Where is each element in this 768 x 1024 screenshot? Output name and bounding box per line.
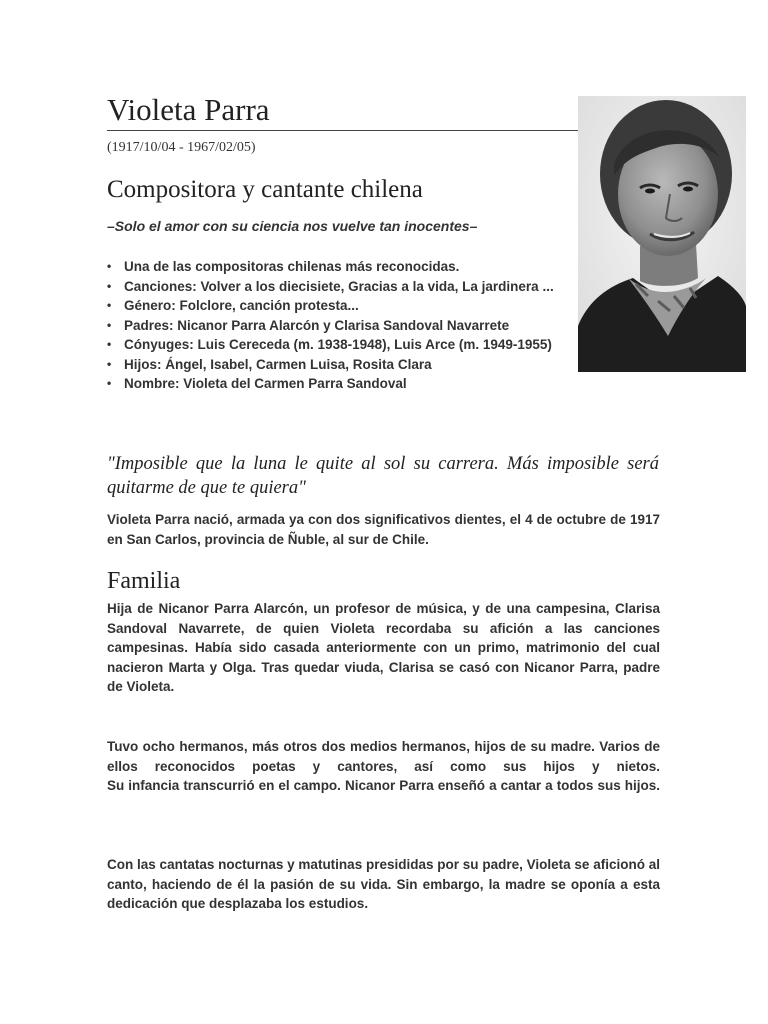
- family-paragraph: [107, 737, 660, 796]
- family-paragraph: Con las cantatas nocturnas y matutinas presididas por su padre, Violeta se aficionó al canto, haciendo de él la pasión de su vida. Sin embargo, la madre se oponía a esta dedicación que desplazaba los estudios.: [107, 857, 660, 912]
- subtitle: Compositora y cantante chilena: [107, 176, 423, 203]
- section-heading-familia: Familia: [107, 568, 181, 594]
- fact-item: • Hijos: Ángel, Isabel, Carmen Luisa, Rosita Clara: [124, 355, 670, 375]
- life-dates: (1917/10/04 - 1967/02/05): [107, 140, 256, 155]
- fact-item: • Nombre: Violeta del Carmen Parra Sandoval: [124, 374, 670, 394]
- family-paragraph-part: Su infancia transcurrió en el campo. Nicanor Parra enseñó a cantar a todos sus hijos.: [107, 778, 660, 794]
- page-title: Violeta Parra: [107, 92, 270, 127]
- fact-item: • Una de las compositoras chilenas más reconocidas.: [124, 257, 670, 277]
- fact-item: • Cónyuges: Luis Cereceda (m. 1938-1948), Luis Arce (m. 1949-1955): [124, 335, 670, 355]
- title-divider: [107, 130, 579, 131]
- family-paragraph: Hija de Nicanor Parra Alarcón, un profesor de música, y de una campesina, Clarisa Sandoval Navarrete, de quien Violeta recordaba su afición a las canciones campesinas. Había sido casada anteriormente con un primo, matrimonio del cual nacieron Marta y Olga. Tras quedar viuda, Clarisa se casó con Nicanor Parra, padre de Violeta.: [107, 601, 660, 695]
- fact-item: • Canciones: Volver a los diecisiete, Gracias a la vida, La jardinera ...: [124, 277, 567, 297]
- featured-quote: "Imposible que la luna le quite al sol su carrera. Más imposible será quitarme de que te quiera": [107, 454, 659, 498]
- fact-item: • Padres: Nicanor Parra Alarcón y Clarisa Sandoval Navarrete: [124, 316, 567, 336]
- fact-item: • Género: Folclore, canción protesta...: [124, 296, 670, 316]
- motto: –Solo el amor con su ciencia nos vuelve tan inocentes–: [107, 218, 478, 234]
- birth-paragraph: Violeta Parra nació, armada ya con dos significativos dientes, el 4 de octubre de 1917 en San Carlos, provincia de Ñuble, al sur de Chile.: [107, 512, 660, 547]
- family-paragraph-part: Tuvo ocho hermanos, más otros dos medios hermanos, hijos de su madre. Varios de ellos reconocidos poetas y cantores, así como sus hijos y nietos.: [107, 739, 660, 774]
- portrait-photo: [578, 96, 746, 372]
